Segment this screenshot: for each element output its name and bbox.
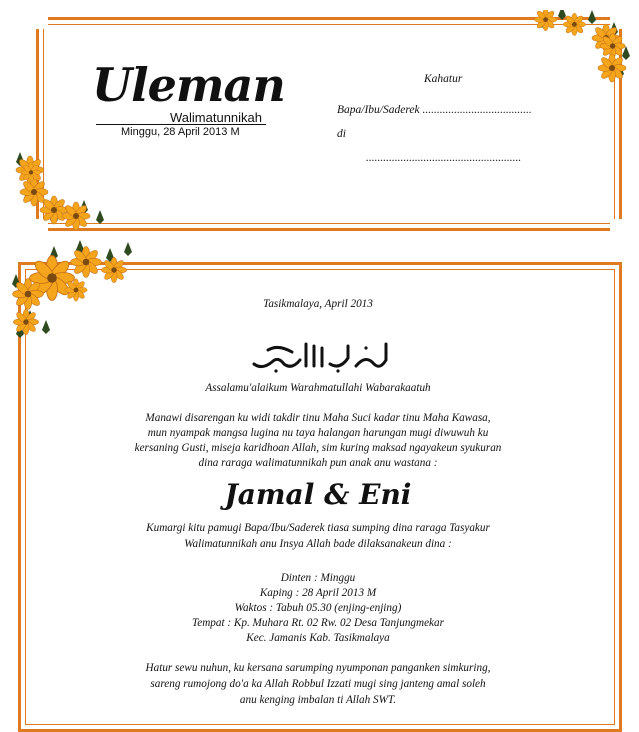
event-place: Tempat : Kp. Muhara Rt. 02 Rw. 02 Desa Tanjungmekar [192,617,444,629]
basmala-calligraphy [248,340,390,374]
event-place-area: Kec. Jamanis Kab. Tasikmalaya [246,632,390,644]
envelope-subtitle: Walimatunnikah [170,110,263,125]
recipient-line: Bapa/Ibu/Saderek ...................................... [337,104,532,116]
flower-corner-bottom-left [10,150,110,230]
envelope-date: Minggu, 28 April 2013 M [121,126,240,138]
greeting: Assalamu'alaikum Warahmatullahi Wabarakaatuh [205,382,431,394]
closing-line: anu kenging imbalan ti Allah SWT. [239,694,397,706]
address-line: ...................................................... [366,152,522,164]
flower-corner-top-left [6,238,138,342]
event-date: Kaping : 28 April 2013 M [259,587,377,599]
event-day: Dinten : Minggu [280,572,356,584]
opening-line: Manawi disarengan ku widi takdir tinu Maha Suci kadar tinu Maha Kawasa, [145,412,491,424]
request-line: Kumargi kitu pamugi Bapa/Ibu/Saderek tiasa sumping dina raraga Tasyakur [146,522,490,534]
event-time: Waktos : Tabuh 05.30 (enjing-enjing) [234,602,402,614]
corner-notch [34,15,48,29]
flower-corner-top-right [528,10,636,88]
place-date: Tasikmalaya, April 2013 [263,298,373,310]
kahatur-label: Kahatur [424,73,463,85]
corner-notch [610,219,624,233]
request-line: Walimatunnikah anu Insya Allah bade dilaksanakeun dina : [184,538,452,550]
di-label: di [337,128,346,140]
closing-line: sareng rumojong do'a ka Allah Robbul Izzati mugi sing janteng amal soleh [150,678,486,690]
envelope-title: Uleman [92,58,285,112]
opening-line: kersaning Gusti, miseja karidhoan Allah, sim kuring maksad ngayakeun syukuran [134,442,502,454]
couple-names: Jamal & Eni [224,478,412,511]
title-underline [96,124,266,125]
closing-line: Hatur sewu nuhun, ku kersana sarumping nyumponan panganken simkuring, [145,662,491,674]
opening-line: dina raraga walimatunnikah pun anak anu wastana : [198,457,438,469]
opening-line: mun nyampak mangsa lugina nu taya halangan harungan mugi diwuwuh ku [147,427,489,439]
